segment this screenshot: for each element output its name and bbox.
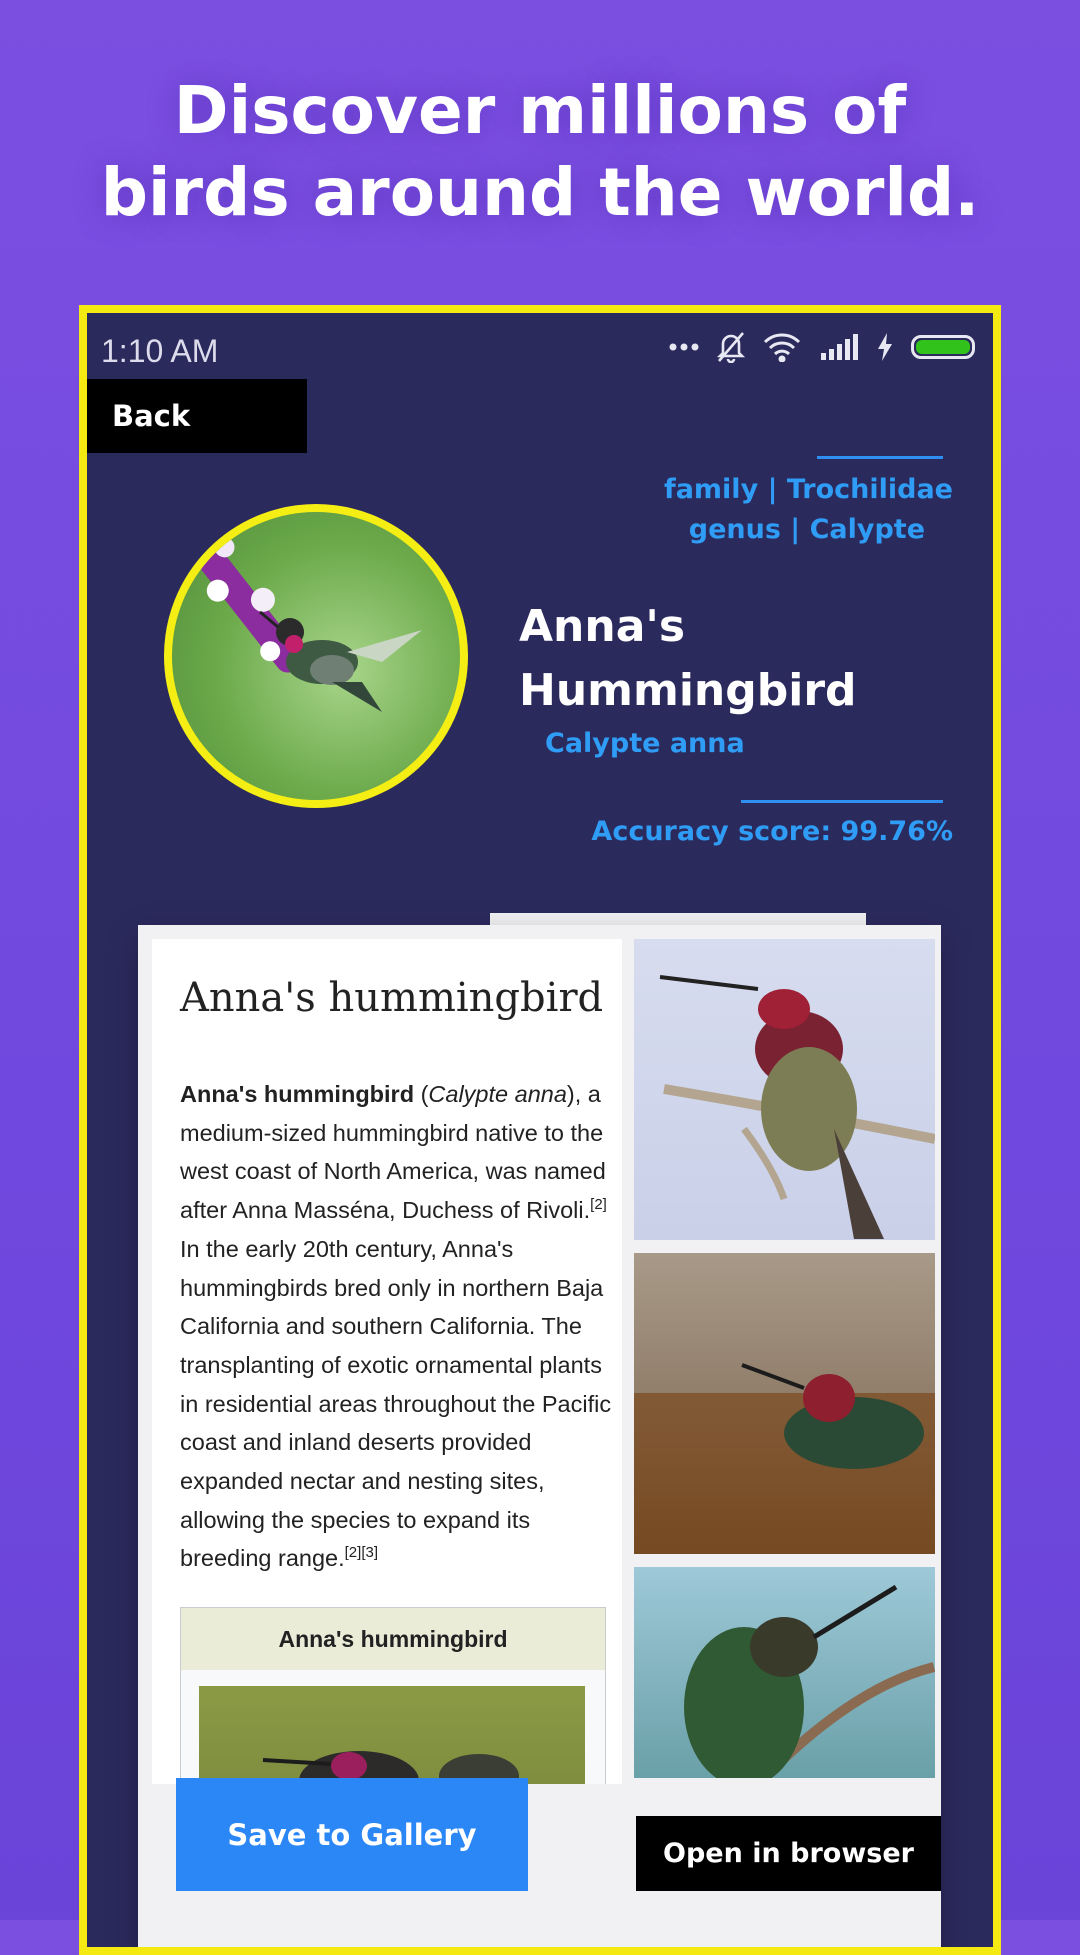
species-photo-avatar: [164, 504, 468, 808]
promo-headline: [0, 70, 1080, 234]
article-lead-open: (: [414, 1081, 429, 1107]
headline-line-1: Discover millions of: [173, 72, 907, 149]
citation-ref-2[interactable]: [2][3]: [344, 1544, 378, 1562]
phone-screen: [79, 305, 1001, 1955]
article-lead-bold: Anna's hummingbird: [180, 1081, 415, 1107]
article-title: Anna's hummingbird: [180, 975, 604, 1021]
status-time: 1:10 AM: [101, 333, 219, 369]
back-button[interactable]: Back: [87, 379, 307, 453]
article-body: [180, 1075, 620, 1578]
save-to-gallery-button[interactable]: Save to Gallery: [176, 1778, 528, 1891]
citation-ref-1[interactable]: [2]: [590, 1196, 607, 1214]
species-common-name: [519, 595, 857, 723]
status-icons: [669, 327, 975, 367]
open-in-browser-button[interactable]: Open in browser: [636, 1816, 941, 1891]
signal-icon: [819, 333, 859, 361]
species-scientific-name: Calypte anna: [545, 728, 745, 759]
headline-line-2: birds around the world.: [100, 154, 980, 231]
battery-icon: [911, 335, 975, 359]
article-text-2: In the early 20th century, Anna's hummingbirds bred only in northern Baja California and southern California. The transplanting of exotic ornamental plants in residential areas throughout the Pacific coast and inland deserts provided expanded nectar and nesting sites, allowing the species to expand its breeding range.: [180, 1235, 612, 1572]
infobox-title: Anna's hummingbird: [181, 1608, 605, 1670]
family-label: family | Trochilidae: [663, 474, 953, 505]
infobox-image: [199, 1686, 585, 1784]
gallery-photo-2[interactable]: [634, 1253, 935, 1554]
article-webview[interactable]: [152, 939, 622, 1784]
article-lead-italic: Calypte anna: [428, 1081, 567, 1107]
divider-accuracy: [741, 800, 943, 803]
gallery-photo-3[interactable]: [634, 1567, 935, 1778]
charging-icon: [877, 333, 893, 361]
article-text-1: ), a medium-sized hummingbird native to the west coast of North America, was named after Anna Masséna, Duchess of Rivoli.: [180, 1081, 606, 1224]
divider-top: [817, 456, 943, 459]
status-bar: [87, 313, 993, 377]
infobox: [180, 1607, 606, 1784]
more-dots-icon: [669, 342, 699, 352]
bell-off-icon: [717, 331, 745, 363]
genus-label: genus | Calypte: [688, 514, 925, 545]
accuracy-score: Accuracy score: 99.76%: [591, 816, 953, 847]
gallery-photo-1[interactable]: [634, 939, 935, 1240]
common-name-line-1: Anna's: [519, 601, 686, 652]
common-name-line-2: Hummingbird: [519, 665, 857, 716]
wifi-icon: [763, 332, 801, 362]
